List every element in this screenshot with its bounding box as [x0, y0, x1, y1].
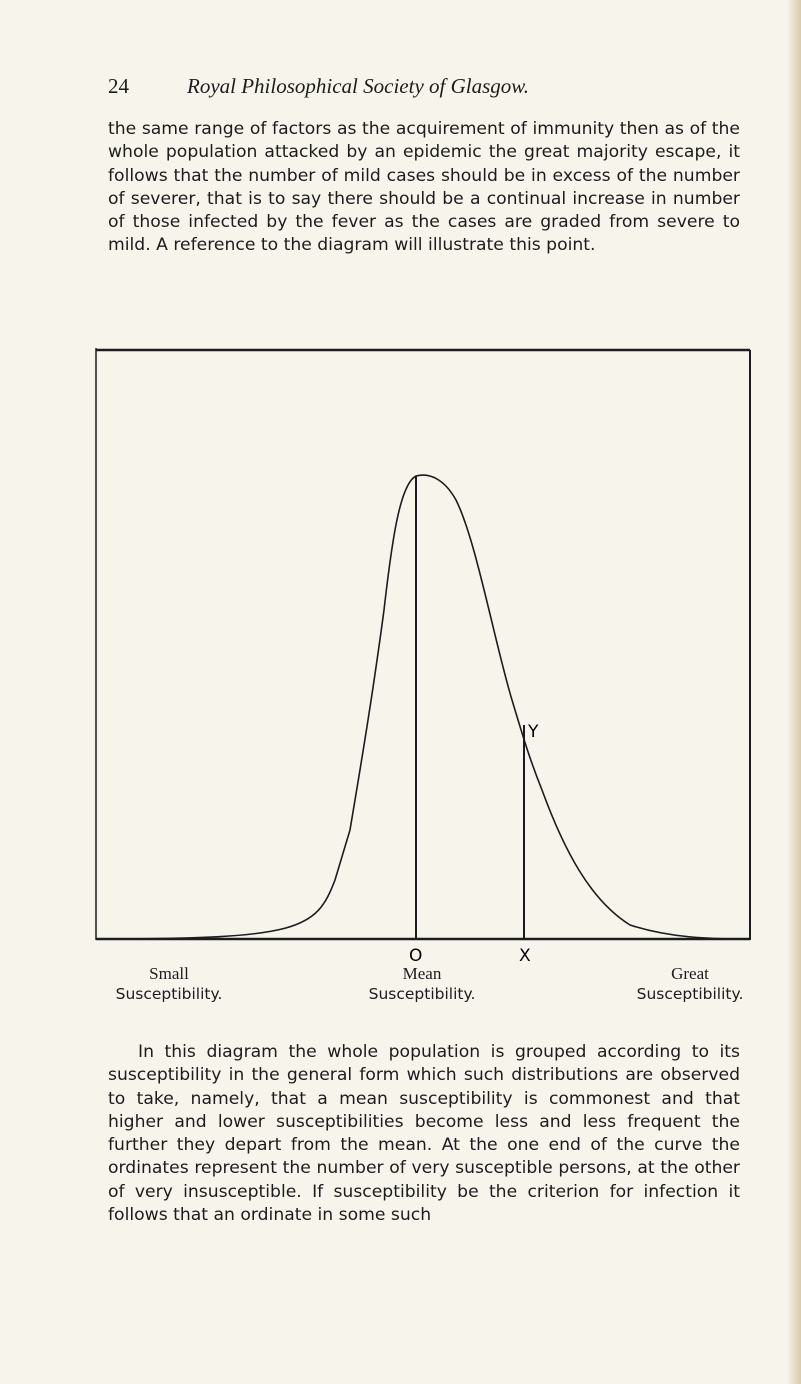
paragraph-top: the same range of factors as the acquirement of immunity then as of the whole population attacked by an epidemic the great majority escape, it follows that the number of mild cases should be in excess of the number of severer, that is to say there should be a continual increase in number of those infected by the fever as the cases are graded from severe to mild. A reference to the diagram will illustrate this point.: [108, 119, 740, 256]
diagram-frame: [96, 348, 750, 940]
caption-small-susceptibility: [84, 963, 254, 1005]
caption-mean-main: Mean: [402, 964, 442, 983]
paragraph-bottom: [108, 1041, 740, 1227]
caption-great-main: Great: [671, 964, 709, 983]
running-title: Royal Philosophical Society of Glasgow.: [187, 74, 529, 98]
caption-mean-susceptibility: [322, 963, 522, 1005]
label-o: O: [409, 946, 423, 966]
label-x: X: [519, 946, 531, 966]
caption-mean-sub: Susceptibility.: [368, 985, 476, 1003]
paragraph-bottom-text: In this diagram the whole population is grouped according to its susceptibility in the general form which such distributions are observed to take, namely, that a mean susceptibility is commonest and that higher and lower susceptibilities become less and less frequent the further they depart from the mean. At the one end of the curve the ordinates represent the number of very susceptible persons, at the other of very insusceptible. If susceptibility be the criterion for infection it follows that an ordinate in some such: [108, 1042, 740, 1226]
caption-small-main: Small: [149, 964, 189, 983]
caption-small-sub: Susceptibility.: [115, 985, 223, 1003]
label-y: Y: [528, 722, 539, 742]
caption-great-sub: Susceptibility.: [636, 985, 744, 1003]
frequency-curve: [96, 475, 750, 939]
caption-great-susceptibility: [605, 963, 775, 1005]
page-number: 24: [108, 74, 129, 98]
